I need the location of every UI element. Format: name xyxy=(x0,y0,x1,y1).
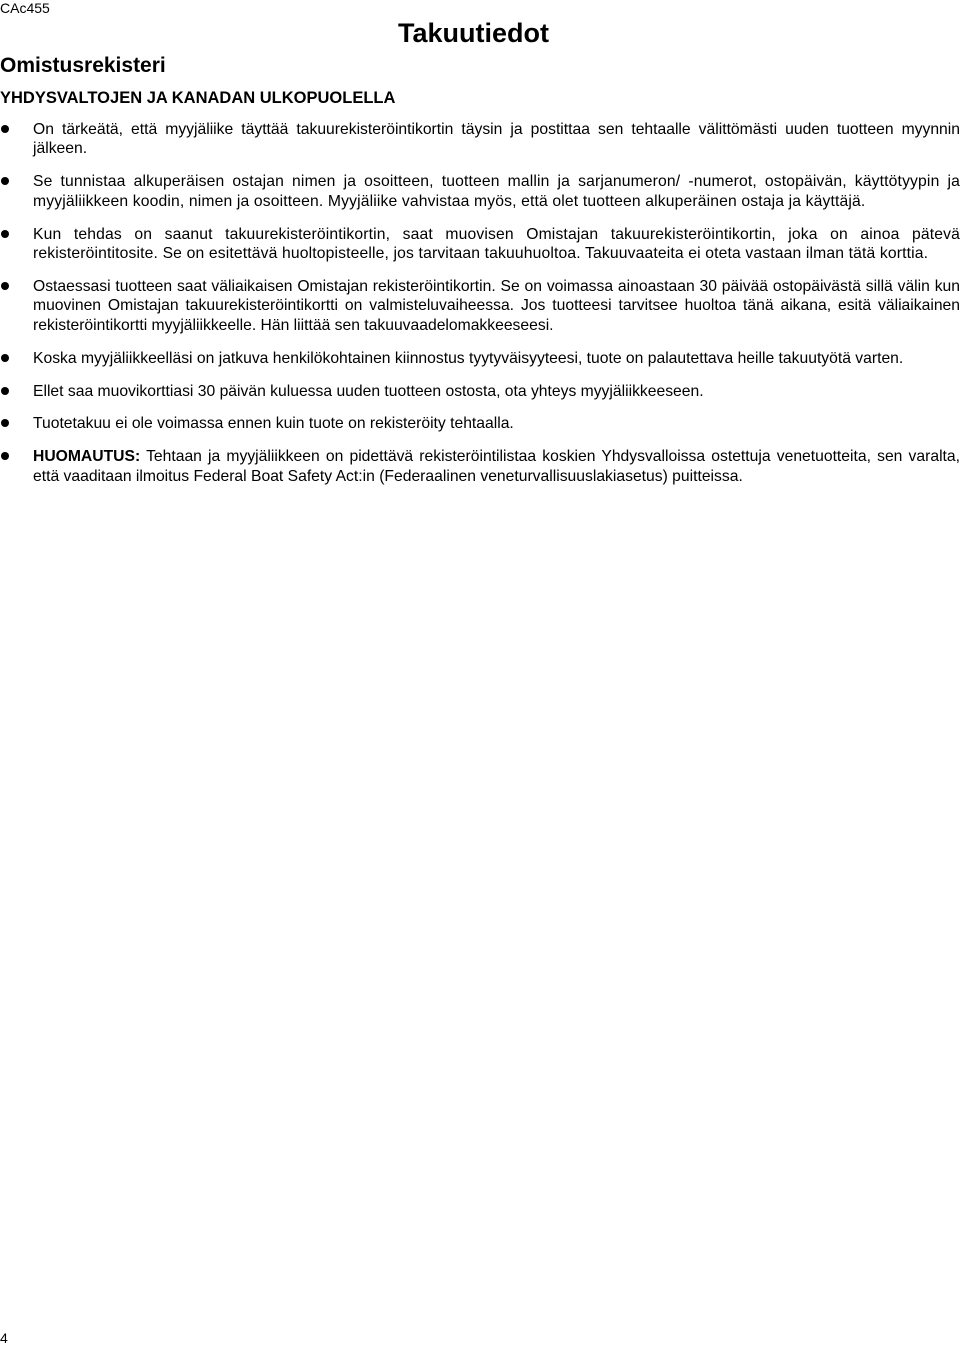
note-text: Tehtaan ja myyjäliikkeen on pidettävä rekisteröintilistaa koskien Yhdysvalloissa ostettuja venetuotteita, sen varalta, että vaaditaan ilmoitus Federal Boat Safety Act:in (Federaalinen veneturvallisuuslakiasetus) puitteissa. xyxy=(33,448,960,485)
bullet-list xyxy=(0,120,960,500)
bullet-icon xyxy=(1,452,9,460)
document-code: CAc455 xyxy=(0,0,50,16)
list-item xyxy=(0,120,960,159)
list-item xyxy=(0,382,960,401)
list-item-text: Se tunnistaa alkuperäisen ostajan nimen ja osoitteen, tuotteen mallin ja sarjanumeron/ -numerot, ostopäivän, käyttötyypin ja myyjäliikkeen koodin, nimen ja osoitteen. Myyjäliike vahvistaa myös, että olet tuotteen alkuperäinen ostaja ja käyttäjä. xyxy=(33,173,960,210)
bullet-icon xyxy=(1,419,9,427)
note-label: HUOMAUTUS: xyxy=(33,448,141,466)
bullet-icon xyxy=(1,177,9,185)
section-title: Omistusrekisteri xyxy=(0,54,166,77)
list-item xyxy=(0,225,960,264)
list-item xyxy=(0,414,960,433)
bullet-icon xyxy=(1,354,9,362)
list-item xyxy=(0,172,960,211)
list-item-text: Koska myyjäliikkeelläsi on jatkuva henkilökohtainen kiinnostus tyytyväisyyteesi, tuote on palautettava heille takuutyötä varten. xyxy=(33,349,904,367)
bullet-icon xyxy=(1,230,9,238)
bullet-icon xyxy=(1,387,9,395)
section-subtitle: YHDYSVALTOJEN JA KANADAN ULKOPUOLELLA xyxy=(0,89,396,107)
note-item xyxy=(0,447,960,486)
list-item-text: Tuotetakuu ei ole voimassa ennen kuin tuote on rekisteröity tehtaalla. xyxy=(33,415,514,433)
list-item-text: Ostaessasi tuotteen saat väliaikaisen Omistajan rekisteröintikortin. Se on voimassa ainoastaan 30 päivää ostopäivästä sillä välin kun muovinen Omistajan takuurekisteröintikortti on valmisteluvaiheessa. Jos tuotteesi tarvitsee huoltoa tänä aikana, esitä väliaikainen rekisteröintikortti myyjäliikkeelle. Hän liittää sen takuuvaadelomakkeeseesi. xyxy=(33,277,960,334)
list-item-text: On tärkeätä, että myyjäliike täyttää takuurekisteröintikortin täysin ja postittaa sen tehtaalle välittömästi uuden tuotteen myynnin jälkeen. xyxy=(33,121,960,158)
list-item-text: Kun tehdas on saanut takuurekisteröintikortin, saat muovisen Omistajan takuurekisteröintikortin, joka on ainoa pätevä rekisteröintitosite. Se on esitettävä huoltopisteelle, jos tarvitaan takuuhuoltoa. Takuuvaateita ei oteta vastaan ilman tätä korttia. xyxy=(33,225,960,263)
bullet-icon xyxy=(1,282,9,290)
page-number: 4 xyxy=(0,1330,8,1346)
list-item xyxy=(0,277,960,335)
list-item xyxy=(0,349,960,368)
bullet-icon xyxy=(1,125,9,133)
list-item-text: Ellet saa muovikorttiasi 30 päivän kuluessa uuden tuotteen ostosta, ota yhteys myyjäliikkeeseen. xyxy=(33,382,704,400)
page-title: Takuutiedot xyxy=(398,18,549,48)
